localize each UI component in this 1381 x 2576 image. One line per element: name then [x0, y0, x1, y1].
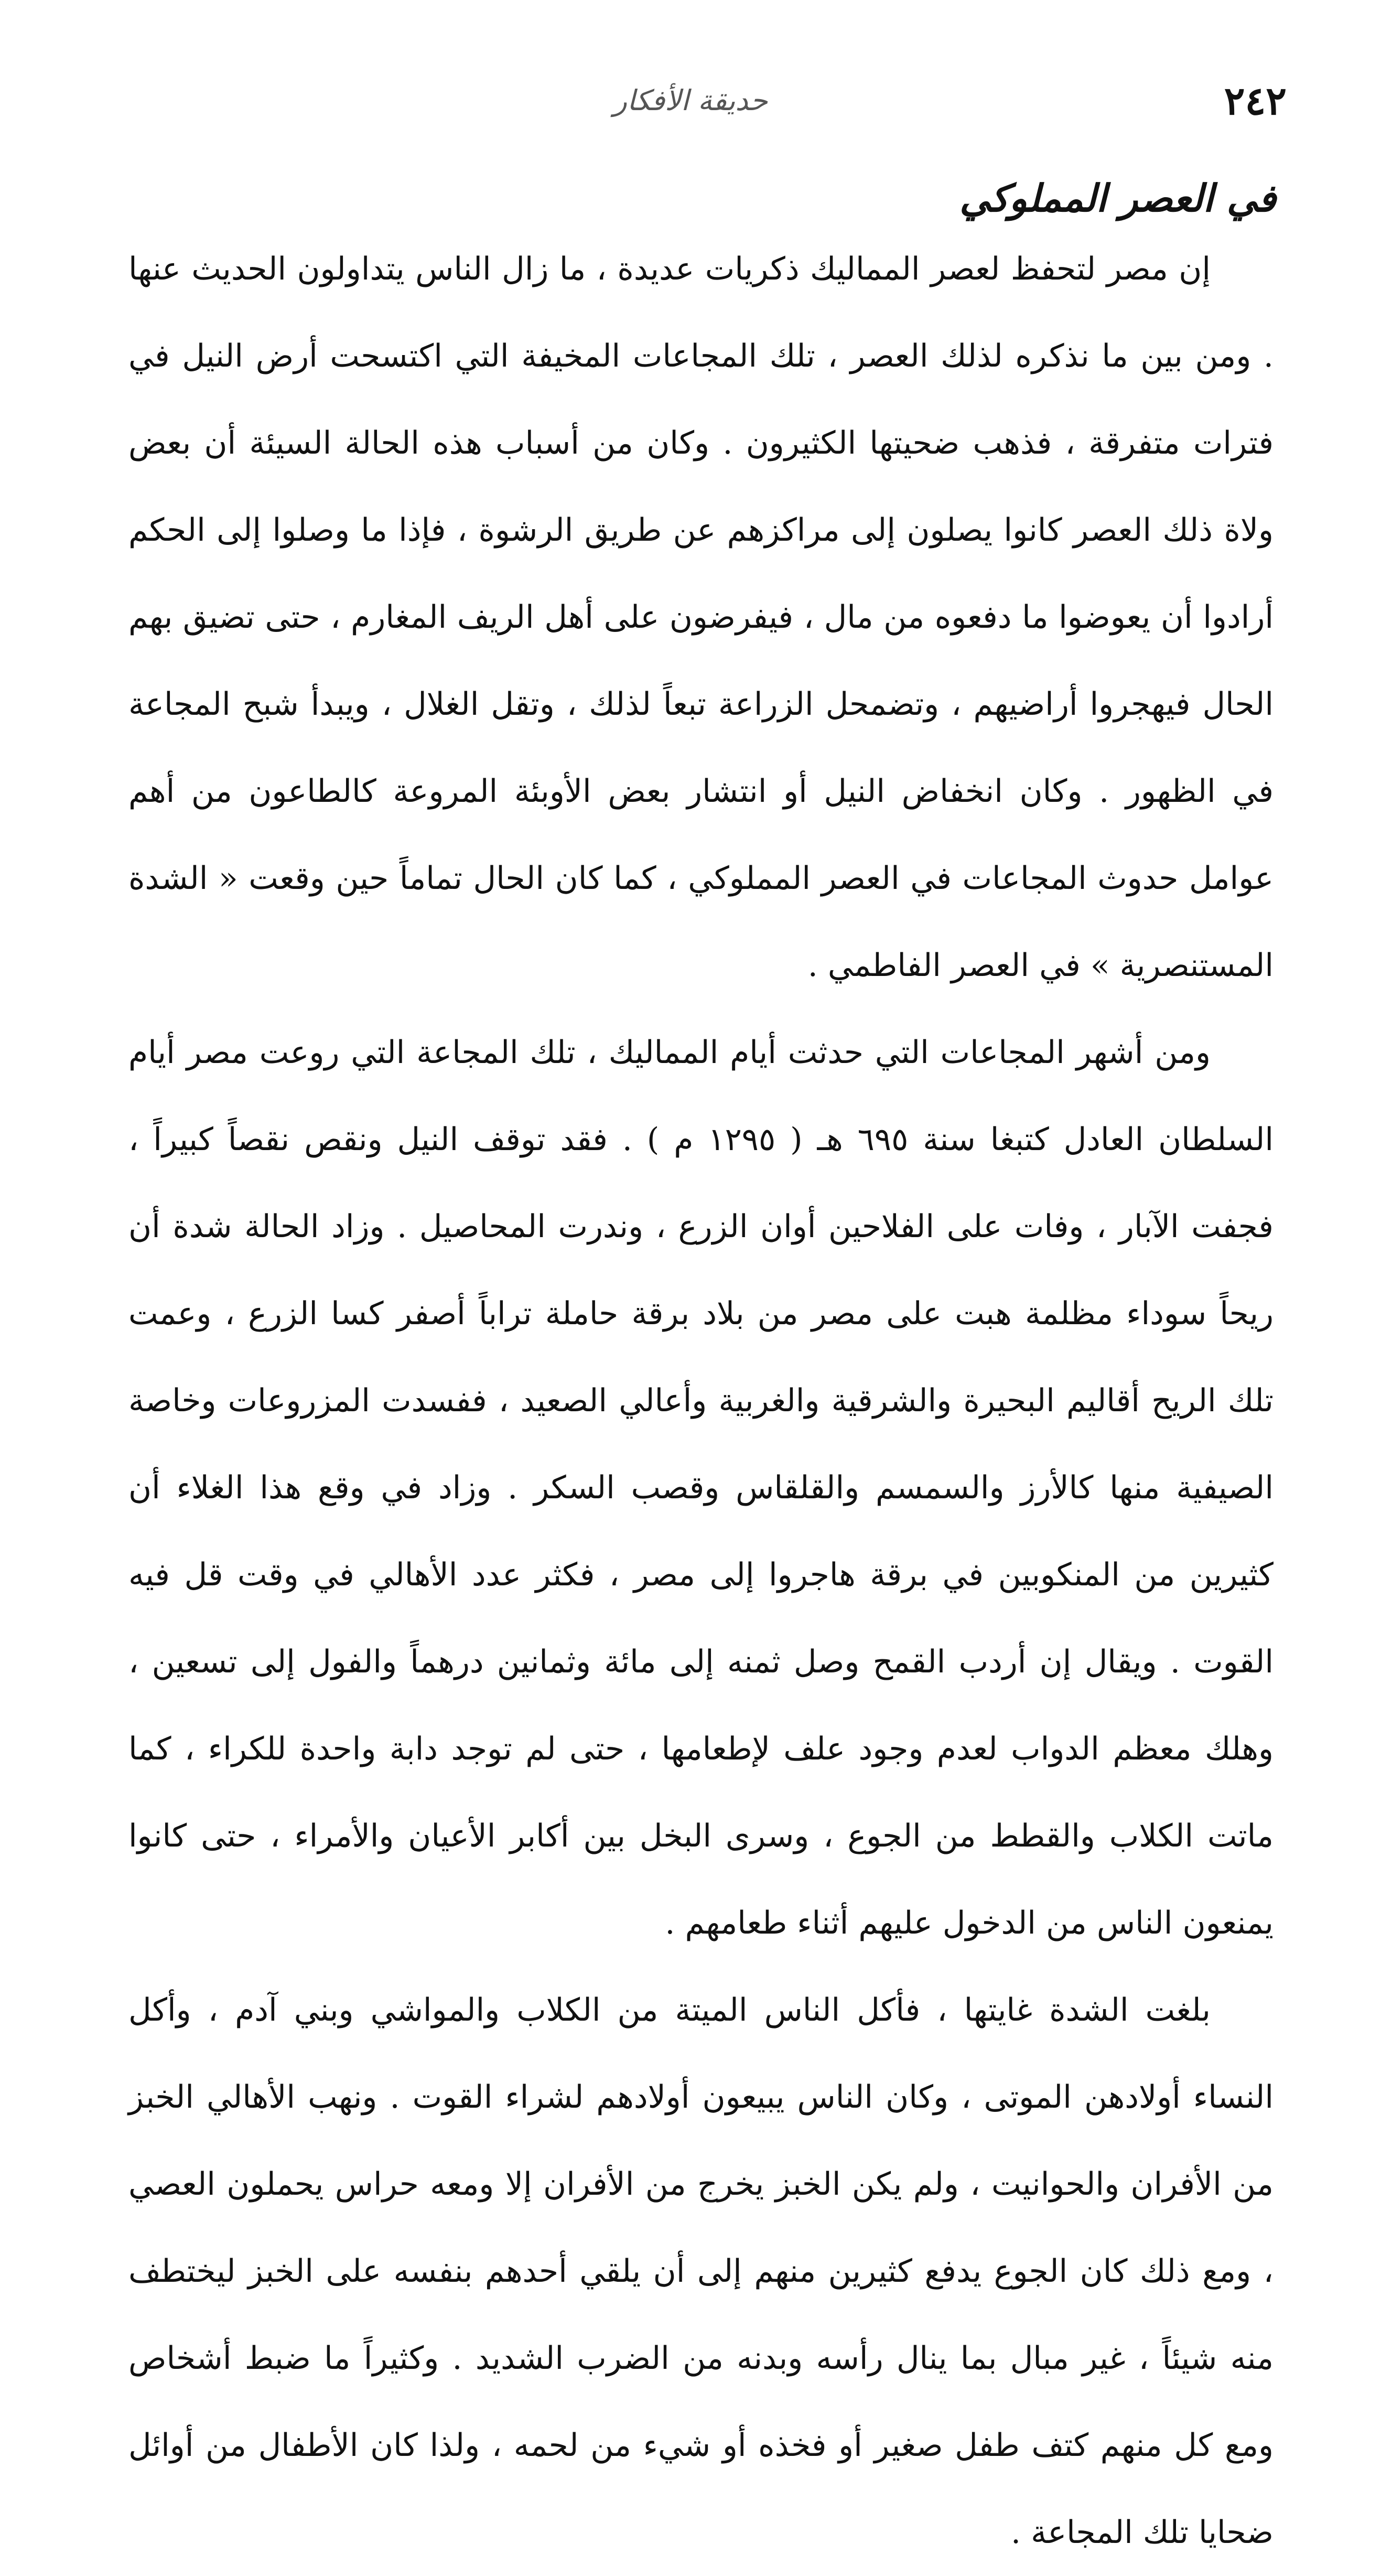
page-header	[94, 79, 1287, 136]
running-title: حديقة الأفكار	[613, 84, 768, 117]
body-text	[128, 226, 1274, 2576]
page-number: ٢٤٢	[1224, 79, 1287, 124]
paragraph-1: إن مصر لتحفظ لعصر المماليك ذكريات عديدة ، ما زال الناس يتداولون الحديث عنها . ومن بين ما نذكره لذلك العصر ، تلك المجاعات المخيفة التي اكتسحت أرض النيل في فترات متفرقة ، فذهب ضحيتها الكثيرون . وكان من أسباب هذه الحالة السيئة أن بعض ولاة ذلك العصر كانوا يصلون إلى مراكزهم عن طريق الرشوة ، فإذا ما وصلوا إلى الحكم أرادوا أن يعوضوا ما دفعوه من مال ، فيفرضون على أهل الريف المغارم ، حتى تضيق بهم الحال فيهجروا أراضيهم ، وتضمحل الزراعة تبعاً لذلك ، وتقل الغلال ، ويبدأ شبح المجاعة في الظهور . وكان انخفاض النيل أو انتشار بعض الأوبئة المروعة كالطاعون من أهم عوامل حدوث المجاعات في العصر المملوكي ، كما كان الحال تماماً حين وقعت « الشدة المستنصرية » في العصر الفاطمي .	[128, 251, 1274, 984]
section-title: في العصر المملوكي	[959, 176, 1276, 220]
paragraph-3: بلغت الشدة غايتها ، فأكل الناس الميتة من الكلاب والمواشي وبني آدم ، وأكل النساء أولادهن الموتى ، وكان الناس يبيعون أولادهم لشراء القوت . ونهب الأهالي الخبز من الأفران والحوانيت ، ولم يكن الخبز يخرج من الأفران إلا ومعه حراس يحملون العصي ، ومع ذلك كان الجوع يدفع كثيرين منهم إلى أن يلقي أحدهم بنفسه على الخبز ليختطف منه شيئاً ، غير مبال بما ينال رأسه وبدنه من الضرب الشديد . وكثيراً ما ضبط أشخاص ومع كل منهم كتف طفل صغير أو فخذه أو شيء من لحمه ، ولذا كان الأطفال من أوائل ضحايا تلك المجاعة .	[128, 1992, 1274, 2551]
paragraph-2: ومن أشهر المجاعات التي حدثت أيام المماليك ، تلك المجاعة التي روعت مصر أيام السلطان العادل كتبغا سنة ٦٩٥ هـ ( ١٢٩٥ م ) . فقد توقف النيل ونقص نقصاً كبيراً ، فجفت الآبار ، وفات على الفلاحين أوان الزرع ، وندرت المحاصيل . وزاد الحالة شدة أن ريحاً سوداء مظلمة هبت على مصر من بلاد برقة حاملة تراباً أصفر كسا الزرع ، وعمت تلك الريح أقاليم البحيرة والشرقية والغربية وأعالي الصعيد ، ففسدت المزروعات وخاصة الصيفية منها كالأرز والسمسم والقلقاس وقصب السكر . وزاد في وقع هذا الغلاء أن كثيرين من المنكوبين في برقة هاجروا إلى مصر ، فكثر عدد الأهالي في وقت قل فيه القوت . ويقال إن أردب القمح وصل ثمنه إلى مائة وثمانين درهماً والفول إلى تسعين ، وهلك معظم الدواب لعدم وجود علف لإطعامها ، حتى لم توجد دابة واحدة للكراء ، كما ماتت الكلاب والقطط من الجوع ، وسرى البخل بين أكابر الأعيان والأمراء ، حتى كانوا يمنعون الناس من الدخول عليهم أثناء طعامهم .	[128, 1034, 1274, 1941]
